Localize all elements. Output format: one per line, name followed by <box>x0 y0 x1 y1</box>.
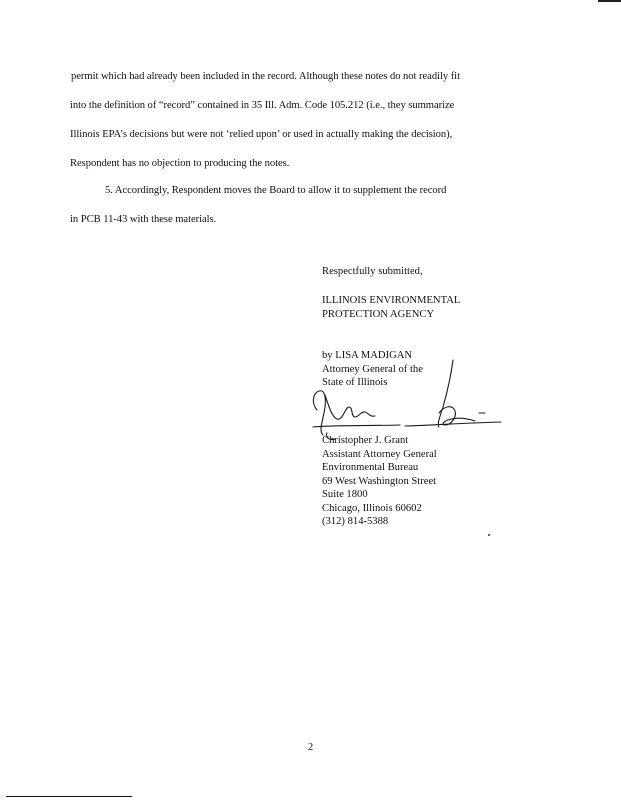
suite: Suite 1800 <box>322 489 368 500</box>
city-state-zip: Chicago, Illinois 60602 <box>322 502 422 514</box>
body-line-1: permit which had already been included in the record. Although these notes do not readily fit <box>71 71 460 82</box>
attorney-line-1: by LISA MADIGAN <box>322 350 413 361</box>
signatory-name: Christopher J. Grant <box>322 435 409 446</box>
agency-line-2: PROTECTION AGENCY <box>322 308 435 320</box>
body-line-paragraph-5: 5. Accordingly, Respondent moves the Board to allow it to supplement the record <box>105 185 447 196</box>
body-line-2: into the definition of “record” contained in 35 Ill. Adm. Code 105.212 (i.e., they summarize <box>70 100 455 111</box>
footnote-divider <box>6 796 132 797</box>
scan-speck <box>488 534 490 536</box>
attorney-line-3: State of Illinois <box>322 377 388 388</box>
attorney-line-2: Attorney General of the <box>322 363 423 375</box>
scan-edge-mark <box>598 0 621 2</box>
street-address: 69 West Washington Street <box>322 475 437 487</box>
page-number: 2 <box>307 742 314 753</box>
closing-text: Respectfully submitted, <box>322 266 423 277</box>
agency-line-1: ILLINOIS ENVIRONMENTAL <box>322 295 461 306</box>
body-line-3: Illinois EPA’s decisions but were not ‘relied upon’ or used in actually making the decision), <box>70 129 453 140</box>
body-line-4: Respondent has no objection to producing the notes. <box>70 158 290 169</box>
signatory-title: Assistant Attorney General <box>322 448 437 460</box>
bureau-name: Environmental Bureau <box>322 462 419 473</box>
phone-number: (312) 814-5388 <box>322 516 389 527</box>
contact-block <box>322 434 437 529</box>
agency-name <box>322 294 460 321</box>
body-line-6: in PCB 11-43 with these materials. <box>70 214 217 225</box>
